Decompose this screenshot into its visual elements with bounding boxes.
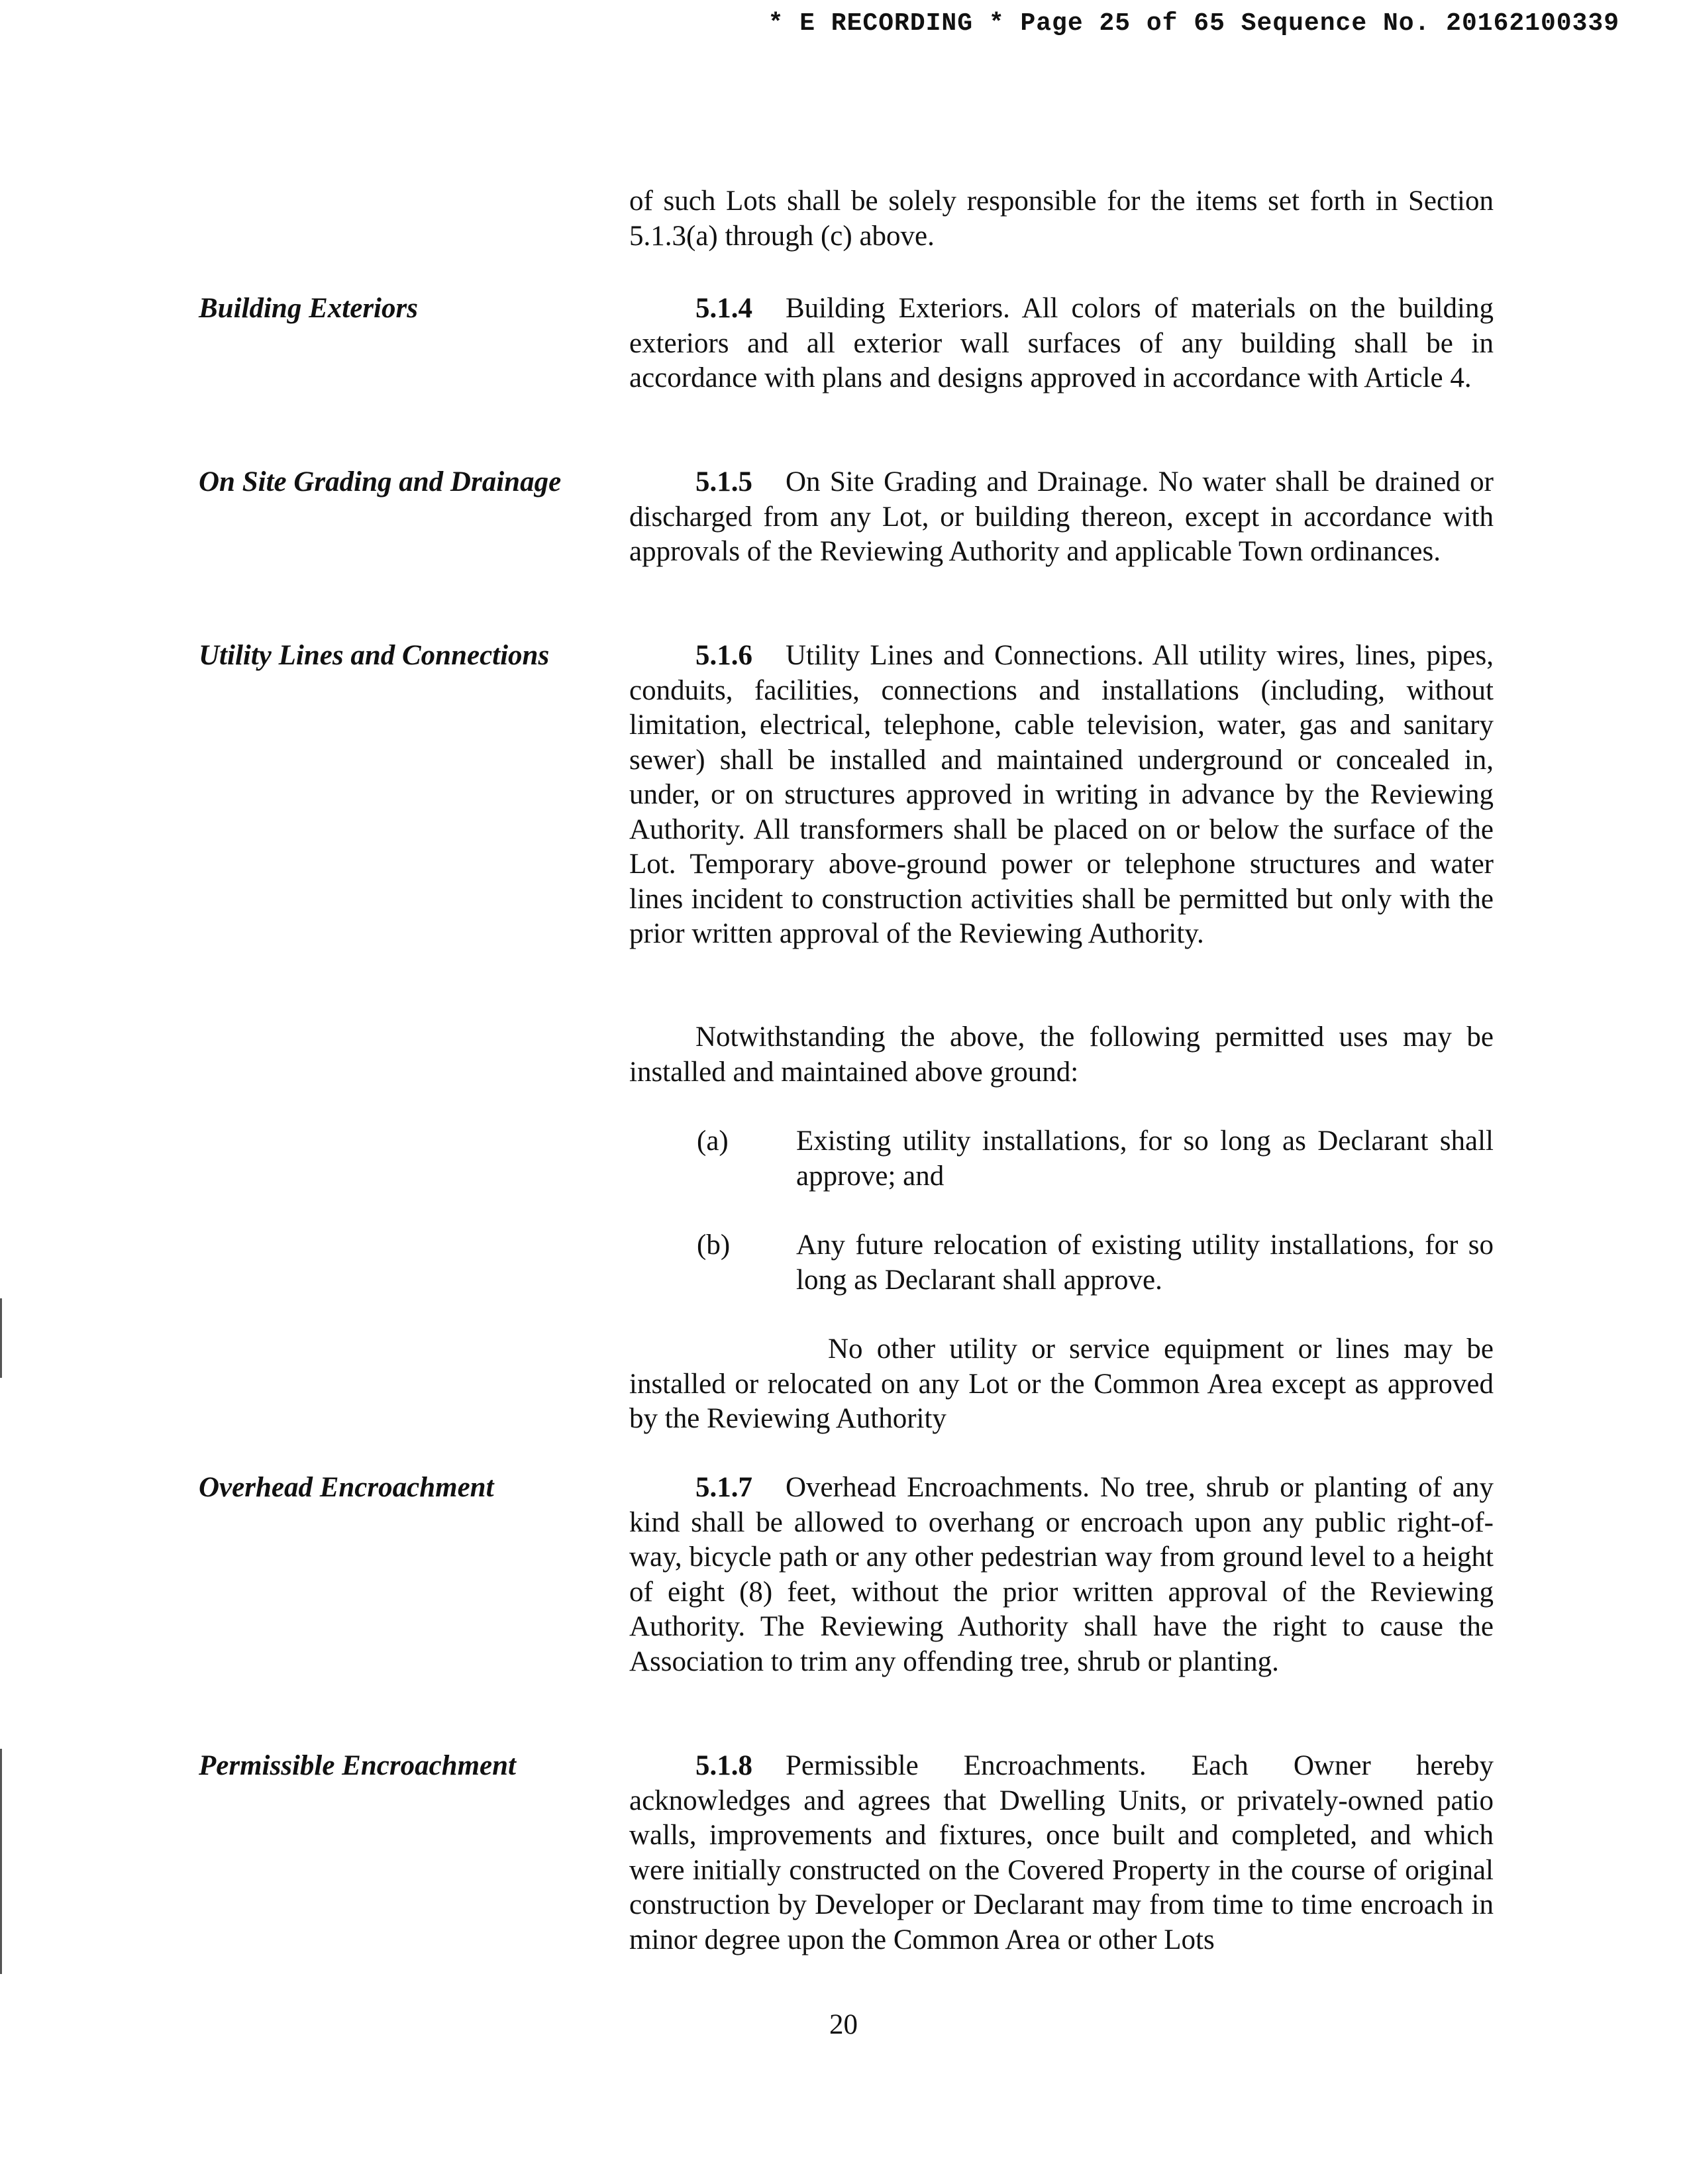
section-5-1-4 bbox=[629, 291, 1494, 396]
section-text: Building Exteriors. All colors of materials on the building exteriors and all exterior wall surfaces of any building shall be in accordance with plans and designs approved in accordance with Article 4. bbox=[629, 293, 1494, 393]
list-label: (b) bbox=[697, 1229, 731, 1261]
section-5-1-6 bbox=[629, 639, 1494, 952]
no-other-utility-paragraph: No other utility or service equipment or lines may be installed or relocated on any Lot or the Common Area except as approved by the Reviewing Authority bbox=[629, 1333, 1494, 1434]
scan-edge-mark bbox=[0, 1749, 2, 1974]
margin-heading-building-exteriors: Building Exteriors bbox=[199, 293, 418, 324]
page-number: 20 bbox=[829, 2009, 858, 2040]
section-number: 5.1.8 bbox=[695, 1750, 752, 1781]
section-number: 5.1.7 bbox=[695, 1472, 752, 1503]
section-number: 5.1.5 bbox=[695, 466, 752, 497]
section-number: 5.1.6 bbox=[695, 640, 752, 671]
list-item-b bbox=[629, 1228, 1494, 1298]
scan-edge-mark bbox=[0, 1298, 2, 1378]
continuation-paragraph: of such Lots shall be solely responsible for the items set forth in Section 5.1.3(a) through (c) above. bbox=[629, 185, 1494, 252]
list-text: Existing utility installations, for so long as Declarant shall approve; and bbox=[796, 1125, 1494, 1192]
margin-heading-permissible-encroachment: Permissible Encroachment bbox=[199, 1750, 516, 1781]
margin-heading-overhead-encroachment: Overhead Encroachment bbox=[199, 1472, 494, 1503]
section-text: Overhead Encroachments. No tree, shrub or planting of any kind shall be allowed to overhang or encroach upon any public right-of-way, bicycle path or any other pedestrian way from ground level to a height of eight (8) feet, without the prior written approval of the Reviewing Authority. The Reviewing Authority shall have the right to cause the Association to trim any offending tree, shrub or planting. bbox=[629, 1472, 1494, 1677]
margin-heading-utility-lines: Utility Lines and Connections bbox=[199, 640, 550, 671]
section-text: Permissible Encroachments. Each Owner hereby acknowledges and agrees that Dwelling Units, or privately-owned patio walls, improvements and fixtures, once built and completed, and which were initially constructed on the Covered Property in the course of original construction by Developer or Declarant may from time to time encroach in minor degree upon the Common Area or other Lots bbox=[629, 1750, 1494, 1955]
notwithstanding-paragraph: Notwithstanding the above, the following permitted uses may be installed and maintained above ground: bbox=[629, 1021, 1494, 1088]
section-text: Utility Lines and Connections. All utility wires, lines, pipes, conduits, facilities, connections and installations (including, without limitation, electrical, telephone, cable television, water, gas and sanitary sewer) shall be installed and maintained underground or concealed in, under, or on structures approved in writing in advance by the Reviewing Authority. All transformers shall be placed on or below the surface of the Lot. Temporary above-ground power or telephone structures and water lines incident to construction activities shall be permitted but only with the prior written approval of the Reviewing Authority. bbox=[629, 640, 1494, 949]
recording-header: * E RECORDING * Page 25 of 65 Sequence No. 20162100339 bbox=[768, 9, 1619, 38]
list-item-a bbox=[629, 1124, 1494, 1194]
list-text: Any future relocation of existing utility installations, for so long as Declarant shall approve. bbox=[796, 1229, 1494, 1296]
section-5-1-5 bbox=[629, 465, 1494, 570]
section-5-1-7 bbox=[629, 1471, 1494, 1679]
margin-heading-grading-drainage: On Site Grading and Drainage bbox=[199, 466, 562, 497]
section-number: 5.1.4 bbox=[695, 293, 752, 324]
section-5-1-8 bbox=[629, 1749, 1494, 1957]
list-label: (a) bbox=[697, 1125, 729, 1157]
section-text: On Site Grading and Drainage. No water shall be drained or discharged from any Lot, or building thereon, except in accordance with approvals of the Reviewing Authority and applicable Town ordinances. bbox=[629, 466, 1494, 567]
